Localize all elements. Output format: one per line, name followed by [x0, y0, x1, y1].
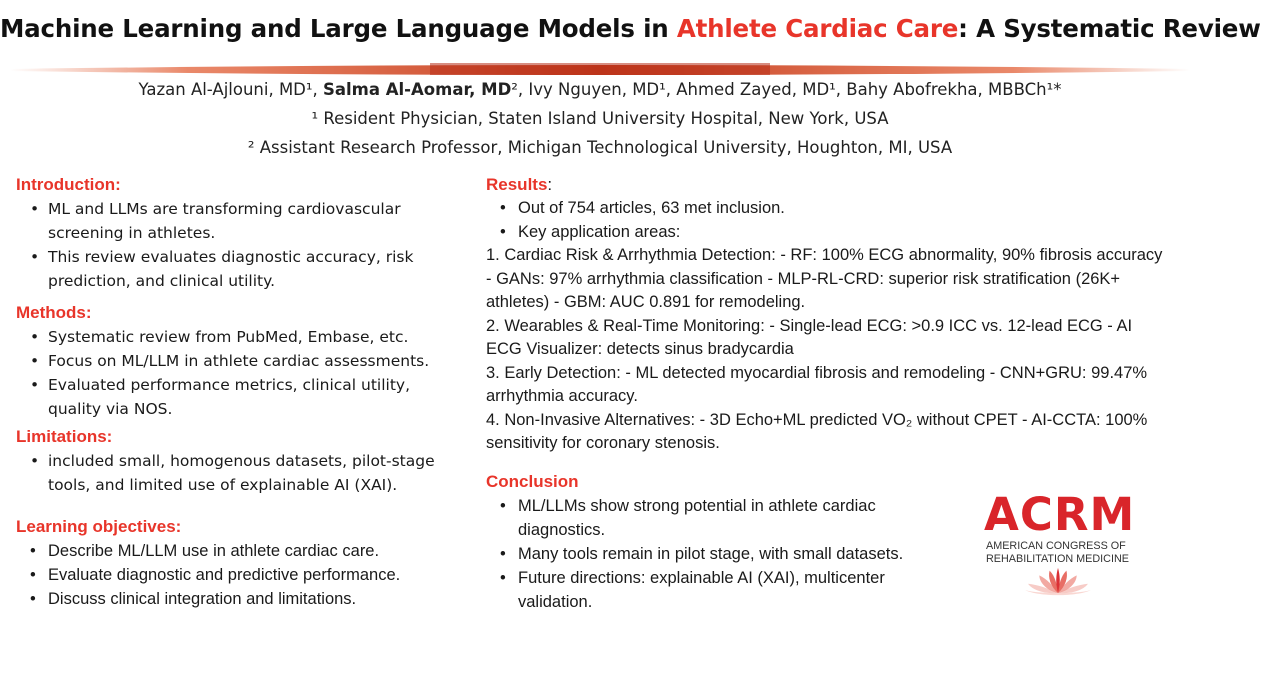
acrm-logo-acronym: ACRM — [984, 488, 1136, 541]
list-item: • Systematic review from PubMed, Embase, etc. — [16, 325, 466, 349]
limitations-list — [16, 449, 466, 497]
list-item: • This review evaluates diagnostic accuracy, risk prediction, and clinical utility. — [16, 245, 466, 293]
list-item: • Many tools remain in pilot stage, with small datasets. — [486, 542, 926, 566]
results-paragraph-1: 1. Cardiac Risk & Arrhythmia Detection: - RF: 100% ECG abnormality, 90% fibrosis accuracy - GANs: 97% arrhythmia classification - MLP-RL-CRD: superior risk stratification (26K+ athletes) - GBM: AUC 0.891 for remodeling. — [486, 246, 1163, 311]
title-banner-stripe — [10, 63, 1190, 77]
limitations-heading: Limitations: — [16, 427, 113, 446]
results-paragraph-3: 3. Early Detection: - ML detected myocardial fibrosis and remodeling - CNN+GRU: 99.47% arrhythmia accuracy. — [486, 363, 1148, 405]
left-column — [16, 175, 466, 611]
conclusion-heading: Conclusion — [486, 471, 579, 491]
results-list — [486, 196, 1166, 244]
learning-objectives-list — [16, 539, 466, 611]
methods-list — [16, 325, 466, 421]
results-paragraph-4: 4. Non-Invasive Alternatives: - 3D Echo+ML predicted VO₂ without CPET - AI-CCTA: 100% sensitivity for coronary stenosis. — [486, 410, 1148, 452]
acrm-logo-line-1: AMERICAN CONGRESS OF — [986, 540, 1126, 552]
list-item: • Discuss clinical integration and limitations. — [16, 587, 466, 611]
acrm-logo-line-2: REHABILITATION MEDICINE — [986, 553, 1129, 565]
learning-objectives-heading: Learning objectives: — [16, 517, 182, 536]
affiliation-1: ¹ Resident Physician, Staten Island University Hospital, New York, USA — [311, 109, 889, 128]
list-item: • Evaluate diagnostic and predictive performance. — [16, 563, 466, 587]
list-item: • Evaluated performance metrics, clinical utility, quality via NOS. — [16, 373, 466, 421]
title-highlight: Athlete Cardiac Care — [676, 14, 959, 43]
methods-heading: Methods: — [16, 303, 92, 322]
author-list: Yazan Al-Ajlouni, MD¹, Salma Al-Aomar, MD², Ivy Nguyen, MD¹, Ahmed Zayed, MD¹, Bahy Abofrekha, MBBCh¹* — [138, 80, 1062, 99]
poster-title: Machine Learning and Large Language Models in Athlete Cardiac Care: A Systematic Review — [0, 14, 1261, 43]
list-item: • Focus on ML/LLM in athlete cardiac assessments. — [16, 349, 466, 373]
results-paragraph-2: 2. Wearables & Real-Time Monitoring: - Single-lead ECG: >0.9 ICC vs. 12-lead ECG - AI ECG Visualizer: detects sinus bradycardia — [486, 316, 1133, 358]
introduction-list — [16, 197, 466, 293]
list-item: • ML and LLMs are transforming cardiovascular screening in athletes. — [16, 197, 466, 245]
introduction-heading: Introduction: — [16, 175, 121, 194]
results-heading: Results: — [486, 175, 553, 194]
conclusion-list — [486, 494, 926, 614]
affiliation-2: ² Assistant Research Professor, Michigan Technological University, Houghton, MI, USA — [247, 138, 953, 157]
lotus-icon — [978, 566, 1138, 636]
list-item: • Future directions: explainable AI (XAI), multicenter validation. — [486, 566, 926, 614]
list-item: • Describe ML/LLM use in athlete cardiac care. — [16, 539, 466, 563]
list-item: • ML/LLMs show strong potential in athlete cardiac diagnostics. — [486, 494, 926, 542]
list-item: • Key application areas: — [486, 220, 1166, 244]
list-item: • included small, homogenous datasets, pilot-stage tools, and limited use of explainable AI (XAI). — [16, 449, 466, 497]
list-item: • Out of 754 articles, 63 met inclusion. — [486, 196, 1166, 220]
